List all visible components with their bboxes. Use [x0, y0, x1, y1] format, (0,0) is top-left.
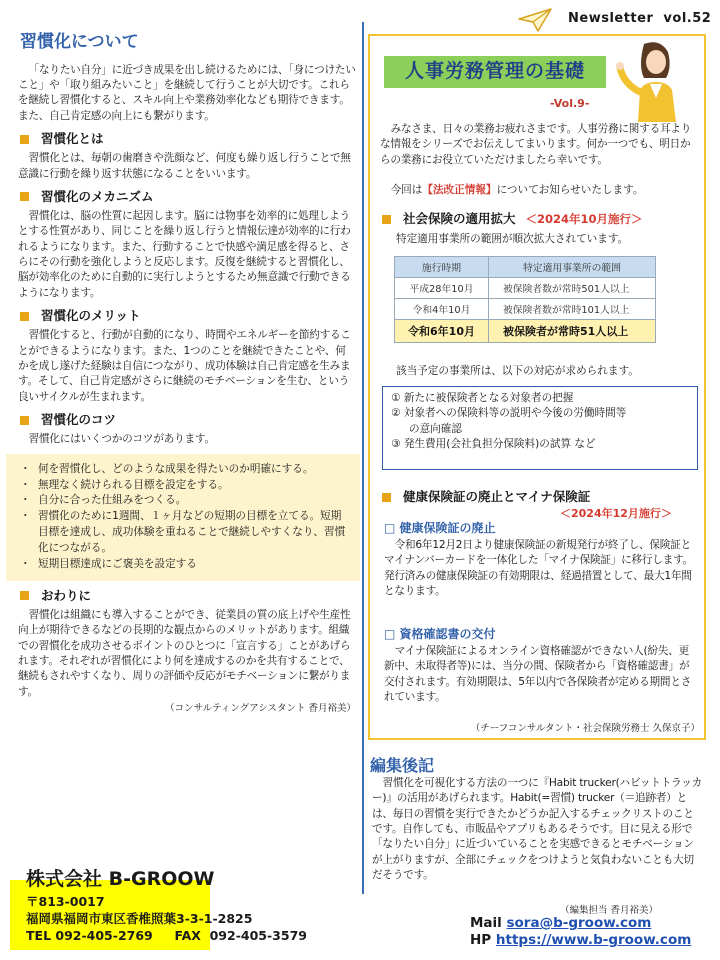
company-zip: 〒813-0017 — [26, 894, 105, 909]
requirements-box — [382, 386, 698, 470]
tips-box — [6, 454, 360, 581]
left-column — [18, 30, 356, 716]
table-row: 平成28年10月 被保険者数が常時501人以上 — [395, 278, 656, 299]
postscript-body: 習慣化を可視化する方法の一つに『Habit trucker(ハビットトラッカー)』の活用があげられます。Habit(=習慣) trucker（＝追跡者）とは、毎日の習慣を実行できたかどうか記入するチェックリストのことです。自作しても、市販品やアプリもあるそうです。目に見える形で「なりたい自分」に近づいていることを実感できるとモチベーションが上がりますが、全部にチェックをつけようと気負わないことも大切だそうです。 — [372, 777, 703, 882]
section-lead: 特定適用事業所の範囲が順次拡大されています。 — [396, 233, 629, 245]
requirement-item: ② 対象者への保険料等の説明や今後の労働時間等 — [391, 407, 627, 420]
tip-item: ・ 何を習慣化し、どのような成果を得たいのか明確にする。 — [20, 462, 350, 478]
contact-mail: Mail sora@b-groow.com — [470, 915, 652, 931]
section-body: 習慣化すると、行動が自動的になり、時間やエネルギーを節約することができるようになります。また、1つのことを継続できたことや、何かを成し遂げた経験は自信につながり、成功体験は自己肯定感を生みます。そして、自己肯定感がさらに継続のモチベーションを生む、という良いサイクルが生まれます。 — [18, 329, 351, 403]
homepage-link[interactable]: https://www.b-groow.com — [495, 932, 692, 948]
contact-hp: HP https://www.b-groow.com — [470, 932, 692, 948]
mail-link[interactable]: sora@b-groow.com — [506, 915, 652, 931]
square-bullet-icon — [20, 591, 29, 600]
square-bullet-icon — [382, 493, 391, 502]
section-heading: 健康保険証の廃止とマイナ保険証 — [380, 488, 698, 506]
tip-item: ・ 習慣化のために1週間、１ヶ月などの短期の目標を立てる。短期目標を達成し、成功体験を重ねることで継続しやすくなり、習慣化につながる。 — [20, 509, 350, 557]
coverage-table — [394, 256, 656, 343]
section-body: 習慣化にはいくつかのコツがあります。 — [28, 433, 215, 446]
table-row-highlighted: 令和6年10月 被保険者が常時51人以上 — [395, 320, 656, 343]
square-bullet-icon — [20, 192, 29, 201]
subsection-heading: □ 健康保険証の廃止 — [384, 521, 496, 535]
requirement-item: の意向確認 — [409, 422, 462, 435]
tip-item: ・ 自分に合った仕組みをつくる。 — [20, 493, 350, 509]
requirement-item: ① 新たに被保険者となる対象者の把握 — [391, 392, 574, 404]
section-body: 習慣化は、脳の性質に起因します。脳には物事を効率的に処理しようとする性質があり、同じことを繰り返し行うと情報伝達が効率的に行われるようになります。また、行動することで快感や満足感を得ると、さらにその行動を強化しようと反応します。反復を継続すると習慣化し、脳が効率化のために自動的に実行しようとするため無意識で行動できるようになります。 — [18, 210, 351, 299]
section-body: 習慣化とは、毎朝の歯磨きや洗顔など、何度も繰り返し行うことで無意識に行動を繰り返す状態になることをいいます。 — [18, 152, 351, 180]
subsection-body: 令和6年12月2日より健康保険証の新規発行が終了し、保険証とマイナンバーカードを一体化した「マイナ保険証」に移行します。発行済みの健康保険証の有効期限は、経過措置として、最大1年間となります。 — [384, 539, 694, 598]
company-name: 株式会社 B-GROOW — [26, 868, 215, 890]
company-tel-fax: TEL 092-405-2769 FAX 092-405-3579 — [26, 928, 307, 943]
tip-item: ・ 短期目標達成にご褒美を設定する — [20, 557, 350, 573]
requirement-item: ③ 発生費用(会社負担分保険料)の試算 など — [391, 438, 596, 451]
habit-intro: 「なりたい自分」に近づき成果を出し続けるためには、「身につけたいこと」や「取り組みたいこと」を継続して行うことが大切です。これらを継続し習慣化すると、スキル向上や業務効率化なども期待できます。また、自己肯定感の向上にも繋がります。 — [18, 63, 356, 122]
section-heading: 習慣化のメカニズム — [18, 188, 356, 206]
postscript-heading: 編集後記 — [370, 756, 435, 775]
square-bullet-icon — [20, 312, 29, 321]
section-date: ＜2024年12月施行＞ — [560, 507, 672, 520]
closing-body: 習慣化は組織にも導入することができ、従業員の質の底上げや生産性向上が期待できるなどの長期的な観点からのメリットがあります。組織での習慣化を成功させるポイントのひとつに「宣言する」ことがあげられます。それぞれが習慣化により何を達成するのかを共有することで、継続もされやすくなり、周りの評価や反応がモチベーションに繋がります。 — [18, 608, 351, 698]
section-note: 該当予定の事業所は、以下の対応が求められます。 — [396, 365, 639, 377]
square-bullet-icon — [20, 135, 29, 144]
paper-plane-icon — [518, 8, 552, 32]
section-heading: 習慣化のメリット — [18, 307, 356, 325]
square-bullet-icon — [20, 416, 29, 425]
table-row: 令和4年10月 被保険者数が常時101人以上 — [395, 299, 656, 320]
habit-title: 習慣化について — [20, 32, 139, 52]
author-credit: （コンサルティングアシスタント 香月裕美） — [165, 703, 356, 715]
hr-article-title: 人事労務管理の基礎 — [404, 60, 585, 82]
newsletter-label: Newsletter vol.52 — [568, 11, 712, 26]
section-heading: 習慣化とは — [18, 130, 356, 148]
tip-item: ・ 無理なく続けられる目標を設定をする。 — [20, 478, 350, 494]
postscript-credit: （編集担当 香月裕美） — [560, 905, 659, 916]
subsection-body: マイナ保険証によるオンライン資格確認ができない人(紛失、更新中、未取得者等)には、当分の間、保険者から「資格確認書」が交付されます。有効期限は、5年以内で各保険者が定める期間とされています。 — [384, 645, 692, 704]
company-address: 福岡県福岡市東区香椎照葉3-3-1-2825 — [26, 911, 253, 926]
series-volume: -Vol.9- — [550, 97, 590, 110]
today-topic: 今回は【法改正情報】についてお知らせいたします。 — [390, 184, 644, 196]
section-heading: 社会保険の適用拡大 ＜2024年10月施行＞ — [380, 210, 698, 228]
presenter-illustration-icon — [614, 38, 694, 122]
section-heading: おわりに — [18, 587, 356, 605]
column-divider — [362, 22, 364, 894]
author-credit: （チーフコンサルタント・社会保険労務士 久保京子） — [470, 723, 700, 734]
square-bullet-icon — [382, 215, 391, 224]
table-header: 施行時期 — [395, 257, 489, 278]
greeting-text: みなさま、日々の業務お疲れさまです。人事労務に関する耳よりな情報をシリーズでお伝えしてまいります。何か一つでも、明日からの業務にお役立ていただけましたら幸いです。 — [380, 123, 692, 166]
section-heading: 習慣化のコツ — [18, 411, 356, 429]
table-header: 特定適用事業所の範囲 — [489, 257, 656, 278]
subsection-heading: □ 資格確認書の交付 — [384, 627, 496, 641]
